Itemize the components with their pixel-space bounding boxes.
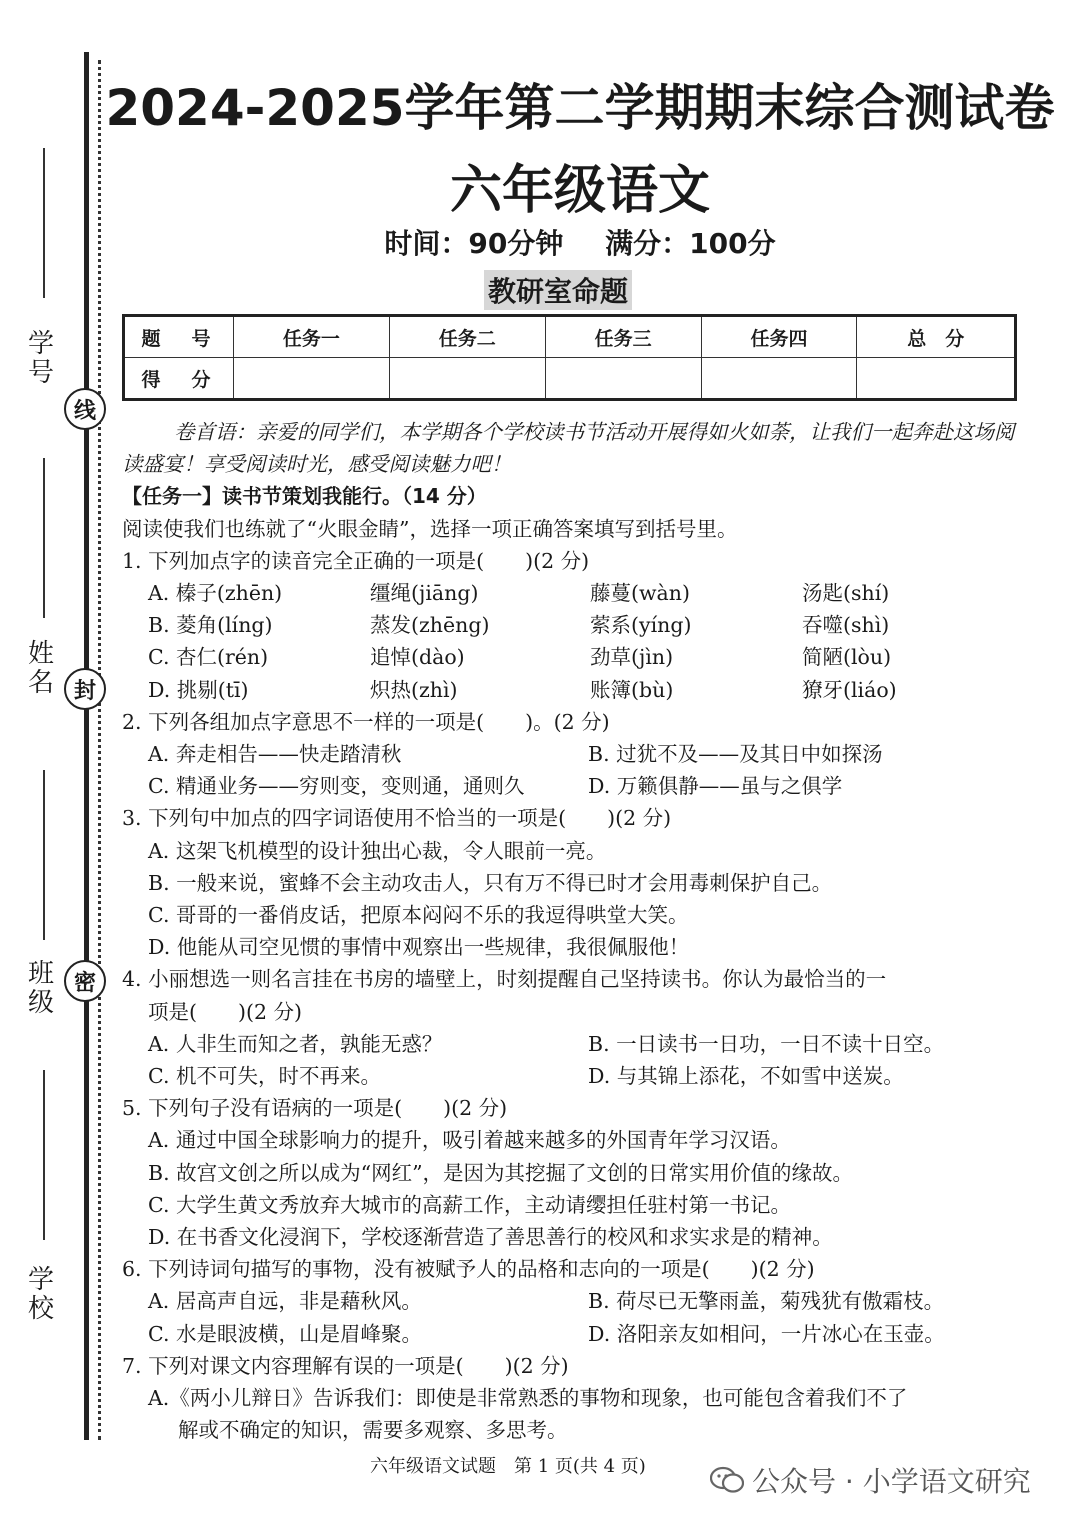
label-class: 班级	[27, 959, 54, 1018]
q4-option: D. 与其锦上添花，不如雪中送炭。	[588, 1064, 904, 1089]
q1-option: 汤匙(shí)	[802, 581, 890, 606]
blank-line	[43, 1070, 45, 1240]
score-cell-total[interactable]	[857, 358, 1016, 400]
q3-option: D. 他能从司空见惯的事情中观察出一些规律，我很佩服他！	[148, 935, 690, 960]
score-header-cell: 总 分	[857, 316, 1016, 358]
score-cell-task4[interactable]	[701, 358, 857, 400]
q3-stem: 3. 下列句中加点的四字词语使用不恰当的一项是( )(2 分)	[122, 806, 672, 831]
q2-option: A. 奔走相告——快走踏清秋	[148, 742, 402, 767]
q1-options	[122, 577, 1022, 706]
q5-option: D. 在书香文化浸润下，学校逐渐营造了善思善行的校风和求实求是的精神。	[148, 1225, 833, 1250]
score-table-header-row	[124, 316, 1016, 358]
q5-stem: 5. 下列句子没有语病的一项是( )(2 分)	[122, 1096, 508, 1121]
q1-option: 缰绳(jiāng)	[370, 581, 479, 606]
watermark-text: 公众号 · 小学语文研究	[752, 1465, 1031, 1498]
label-school: 学校	[27, 1265, 54, 1324]
q2-stem: 2. 下列各组加点字意思不一样的一项是( )。(2 分)	[122, 709, 610, 734]
exam-info	[120, 222, 1040, 262]
score-cell-task1[interactable]	[234, 358, 390, 400]
q1-option: 劲草(jìn)	[590, 645, 674, 670]
label-name: 姓名	[27, 639, 54, 698]
exam-time: 时间：90分钟	[384, 227, 564, 260]
exam-author: 教研室命题	[484, 270, 632, 310]
q1-option: 蒸发(zhēng)	[370, 613, 490, 638]
q7-option-cont: 解或不确定的知识，需要多观察、多思考。	[178, 1418, 568, 1443]
q1-option: 账簿(bù)	[590, 677, 674, 702]
blank-line	[43, 458, 45, 618]
page-footer: 六年级语文试题 第 1 页(共 4 页)	[370, 1456, 646, 1477]
q1-option: C. 杏仁(rén)	[148, 645, 269, 670]
score-table-score-row	[124, 358, 1016, 400]
score-header-cell: 任务二	[389, 316, 545, 358]
q4-option: C. 机不可失，时不再来。	[148, 1064, 381, 1089]
exam-body	[122, 416, 1022, 1447]
score-cell-task3[interactable]	[545, 358, 701, 400]
intro-paragraph: 卷首语：亲爱的同学们，本学期各个学校读书节活动开展得如火如荼，让我们一起奔赴这场阅读盛宴！享受阅读时光，感受阅读魅力吧！	[122, 420, 1015, 477]
binding-dotted-line	[98, 60, 101, 1440]
q1-option: 炽热(zhì)	[370, 677, 458, 702]
blank-line	[43, 148, 45, 298]
q4-stem: 4. 小丽想选一则名言挂在书房的墙壁上，时刻提醒自己坚持读书。你认为最恰当的一	[122, 967, 887, 992]
q6-option: D. 洛阳亲友如相问，一片冰心在玉壶。	[588, 1321, 945, 1346]
q6-options	[122, 1285, 1022, 1349]
q1-option: 獠牙(liáo)	[802, 677, 897, 702]
score-table	[122, 314, 1017, 401]
q4-stem-cont: 项是( )(2 分)	[148, 999, 303, 1024]
q1-option: 追悼(dào)	[370, 645, 465, 670]
circle-feng: 封	[64, 668, 106, 710]
score-header-cell: 任务一	[234, 316, 390, 358]
label-student-id: 学号	[27, 329, 54, 388]
q3-option: A. 这架飞机模型的设计独出心裁，令人眼前一亮。	[148, 838, 607, 863]
score-row-label: 得 分	[124, 358, 234, 400]
circle-xian: 线	[64, 388, 106, 430]
q7-stem: 7. 下列对课文内容理解有误的一项是( )(2 分)	[122, 1353, 569, 1378]
q6-option: C. 水是眼波横，山是眉峰聚。	[148, 1321, 422, 1346]
q1-option: A. 榛子(zhēn)	[148, 581, 283, 606]
q5-option: C. 大学生黄文秀放弃大城市的高薪工作，主动请缨担任驻村第一书记。	[148, 1192, 791, 1217]
q5-option: B. 故宫文创之所以成为“网红”，是因为其挖掘了文创的日常实用价值的缘故。	[148, 1160, 854, 1185]
q6-option: A. 居高声自远，非是藉秋风。	[148, 1289, 422, 1314]
q1-option: 简陋(lòu)	[802, 645, 892, 670]
task1-heading: 【任务一】读书节策划我能行。（14 分）	[122, 484, 487, 509]
q3-option: C. 哥哥的一番俏皮话，把原本闷闷不乐的我逗得哄堂大笑。	[148, 903, 689, 928]
q2-options	[122, 738, 1022, 802]
binding-margin	[0, 0, 118, 1527]
score-header-cell: 题 号	[124, 316, 234, 358]
q2-option: B. 过犹不及——及其日中如探汤	[588, 742, 883, 767]
score-cell-task2[interactable]	[389, 358, 545, 400]
q2-option: D. 万籁俱静——虽与之俱学	[588, 774, 843, 799]
score-header-cell: 任务三	[545, 316, 701, 358]
exam-subtitle: 六年级语文	[449, 161, 710, 221]
q1-option: D. 挑剔(tī)	[148, 677, 249, 702]
task1-instruction: 阅读使我们也练就了“火眼金睛”，选择一项正确答案填写到括号里。	[122, 516, 738, 541]
q2-option: C. 精通业务——穷则变，变则通，通则久	[148, 774, 525, 799]
q4-option: A. 人非生而知之者，孰能无惑？	[148, 1031, 443, 1056]
wechat-icon	[710, 1466, 744, 1494]
q1-stem: 1. 下列加点字的读音完全正确的一项是( )(2 分)	[122, 548, 590, 573]
q1-option: 藤蔓(wàn)	[590, 581, 690, 606]
q1-option: 萦系(yíng)	[590, 613, 692, 638]
q4-option: B. 一日读书一日功，一日不读十日空。	[588, 1031, 945, 1056]
q1-option: 吞噬(shì)	[802, 613, 890, 638]
q6-stem: 6. 下列诗词句描写的事物，没有被赋予人的品格和志向的一项是( )(2 分)	[122, 1257, 815, 1282]
q1-option: B. 菱角(líng)	[148, 613, 273, 638]
exam-full-score: 满分：100分	[605, 227, 776, 260]
watermark	[710, 1460, 1031, 1500]
q3-option: B. 一般来说，蜜蜂不会主动攻击人，只有万不得已时才会用毒刺保护自己。	[148, 870, 833, 895]
q5-option: A. 通过中国全球影响力的提升，吸引着越来越多的外国青年学习汉语。	[148, 1128, 791, 1153]
exam-title: 2024-2025学年第二学期期末综合测试卷	[105, 79, 1055, 137]
q7-option: A.《两小儿辩日》告诉我们：即使是非常熟悉的事物和现象，也可能包含着我们不了	[148, 1386, 908, 1411]
score-header-cell: 任务四	[701, 316, 857, 358]
blank-line	[43, 770, 45, 940]
q6-option: B. 荷尽已无擎雨盖，菊残犹有傲霜枝。	[588, 1289, 945, 1314]
q4-options	[122, 1028, 1022, 1092]
binding-line	[84, 52, 89, 1440]
circle-mi: 密	[64, 960, 106, 1002]
